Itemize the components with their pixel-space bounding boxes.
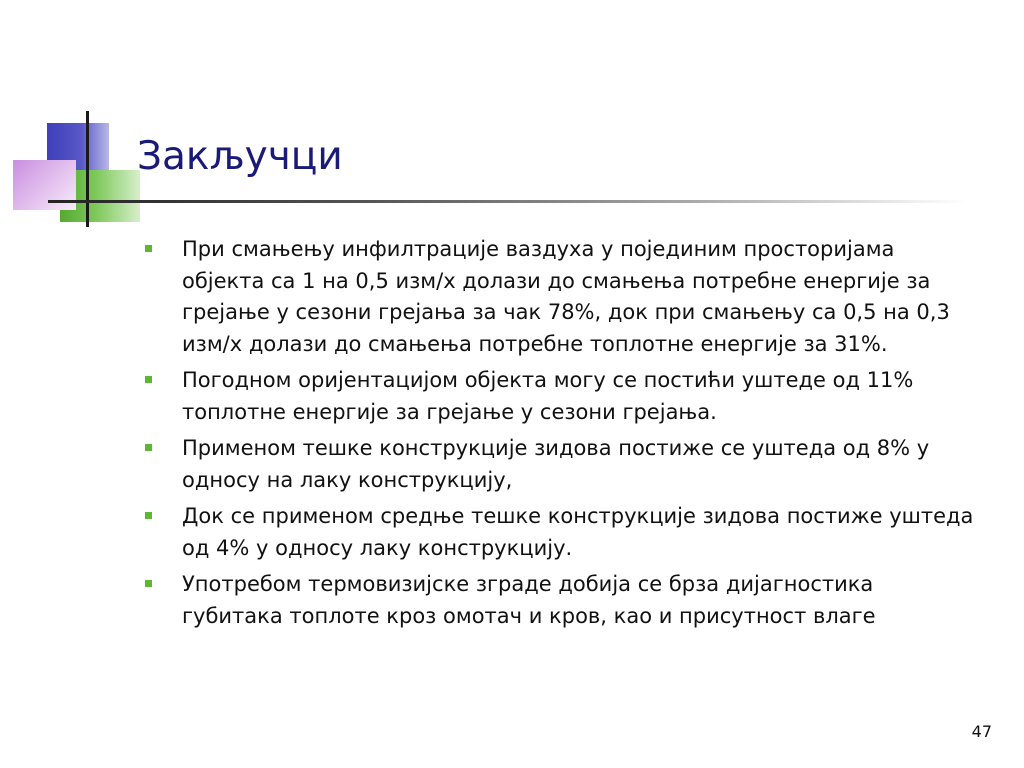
bullet-text: При смањењу инфилтрације ваздуха у појединим просторијама објекта са 1 на 0,5 изм/х долази до смањења потребне енергије за грејање у сезони грејања за чак 78%, док при смањењу са 0,5 на 0,3 изм/х долази до смањења потребне топлотне енергије за 31%. bbox=[182, 237, 950, 356]
bullet-square-icon bbox=[145, 580, 152, 587]
slide-title: Закључци bbox=[137, 134, 343, 179]
page-number: 47 bbox=[971, 722, 992, 741]
bullet-text: Док се применом средње тешке конструкције зидова постиже уштеда од 4% у односу лаку конструкцију. bbox=[182, 504, 974, 560]
bullet-square-icon bbox=[145, 376, 152, 383]
bullet-item bbox=[136, 433, 976, 496]
bullet-square-icon bbox=[145, 245, 152, 252]
bullet-item bbox=[136, 569, 976, 632]
bullet-item bbox=[136, 501, 976, 564]
decorative-vertical-line bbox=[86, 111, 89, 227]
bullet-item bbox=[136, 365, 976, 428]
bullet-square-icon bbox=[145, 512, 152, 519]
title-underline-rule bbox=[48, 200, 968, 203]
bullet-list bbox=[136, 234, 976, 637]
bullet-text: Применом тешке конструкције зидова постиже се уштеда од 8% у односу на лаку конструкцију, bbox=[182, 436, 930, 492]
bullet-text: Употребом термовизијске зграде добија се брза дијагностика губитака топлоте кроз омотач и кров, као и присутност влаге bbox=[182, 572, 876, 628]
bullet-item bbox=[136, 234, 976, 360]
bullet-square-icon bbox=[145, 444, 152, 451]
bullet-text: Погодном оријентацијом објекта могу се постићи уштеде од 11% топлотне енергије за грејање у сезони грејања. bbox=[182, 368, 914, 424]
